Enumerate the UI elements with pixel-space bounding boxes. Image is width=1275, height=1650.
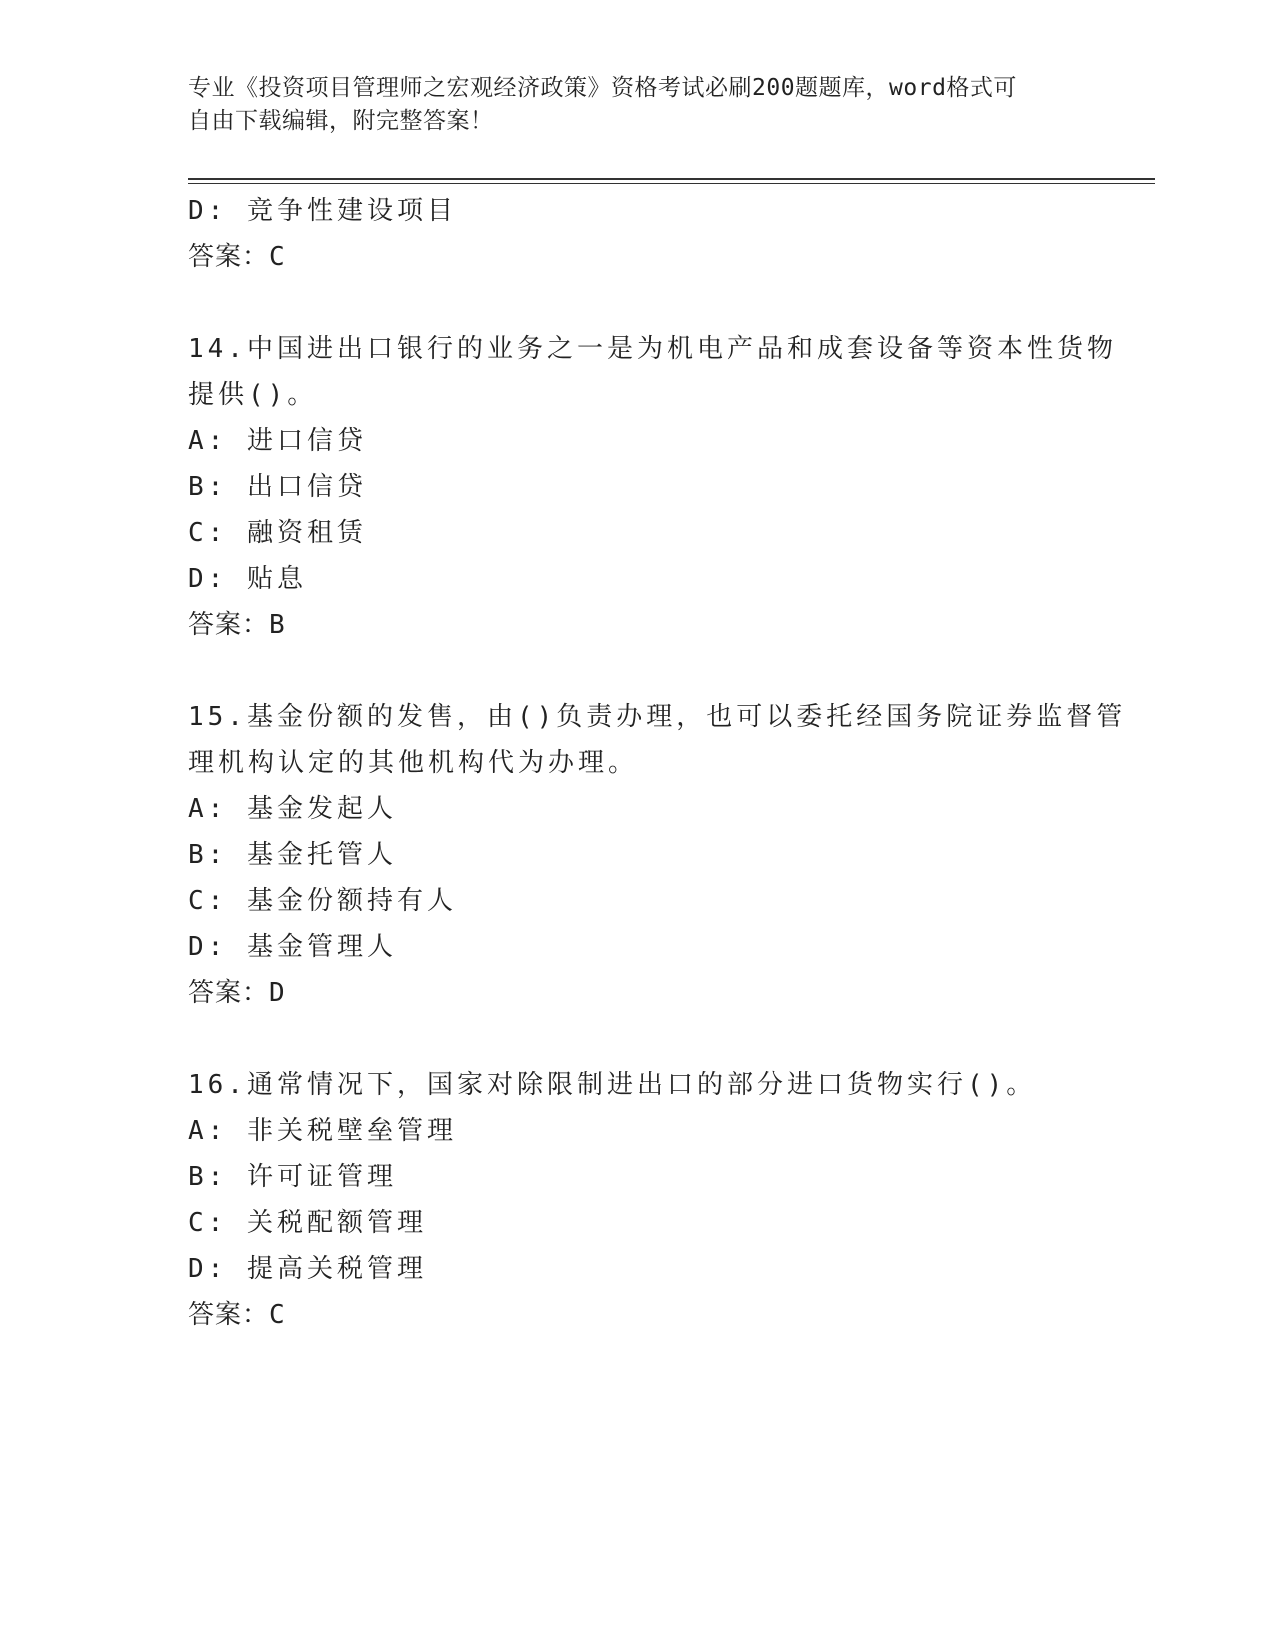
- option-b: B: 许可证管理: [188, 1162, 397, 1192]
- option-b: B: 出口信贷: [188, 472, 367, 502]
- question-16: [188, 1062, 1088, 1338]
- option-d: D: 竞争性建设项目: [188, 196, 457, 226]
- option-d: D: 提高关税管理: [188, 1254, 427, 1284]
- option-c: C: 基金份额持有人: [188, 886, 457, 916]
- option-a: A: 非关税壁垒管理: [188, 1116, 457, 1146]
- spacer: [188, 280, 1088, 326]
- answer: 答案：B: [188, 610, 286, 640]
- option-d: D: 贴息: [188, 564, 307, 594]
- question-stem: 提供()。: [188, 380, 318, 410]
- answer: 答案：D: [188, 978, 286, 1008]
- answer: 答案：C: [188, 242, 286, 272]
- option-d: D: 基金管理人: [188, 932, 397, 962]
- header-rule-thin: [188, 183, 1155, 184]
- option-c: C: 融资租赁: [188, 518, 367, 548]
- option-c: C: 关税配额管理: [188, 1208, 427, 1238]
- spacer: [188, 648, 1088, 694]
- question-14: [188, 326, 1117, 648]
- question-stem: 15.基金份额的发售，由()负责办理，也可以委托经国务院证券监督管: [188, 702, 1127, 732]
- document-header: [188, 72, 1078, 138]
- question-list: [188, 188, 1127, 1338]
- option-a: A: 进口信贷: [188, 426, 367, 456]
- question-stem: 16.通常情况下，国家对除限制进出口的部分进口货物实行()。: [188, 1070, 1037, 1100]
- header-line-2: 自由下载编辑，附完整答案！: [188, 108, 494, 134]
- question-15: [188, 694, 1127, 1016]
- option-a: A: 基金发起人: [188, 794, 397, 824]
- spacer: [188, 1016, 1088, 1062]
- header-line-1: 专业《投资项目管理师之宏观经济政策》资格考试必刷200题题库，word格式可: [188, 75, 1017, 101]
- answer: 答案：C: [188, 1300, 286, 1330]
- header-rule-thick: [188, 178, 1155, 180]
- question-stem: 理机构认定的其他机构代为办理。: [188, 748, 639, 778]
- question-stem: 14.中国进出口银行的业务之一是为机电产品和成套设备等资本性货物: [188, 334, 1117, 364]
- option-b: B: 基金托管人: [188, 840, 397, 870]
